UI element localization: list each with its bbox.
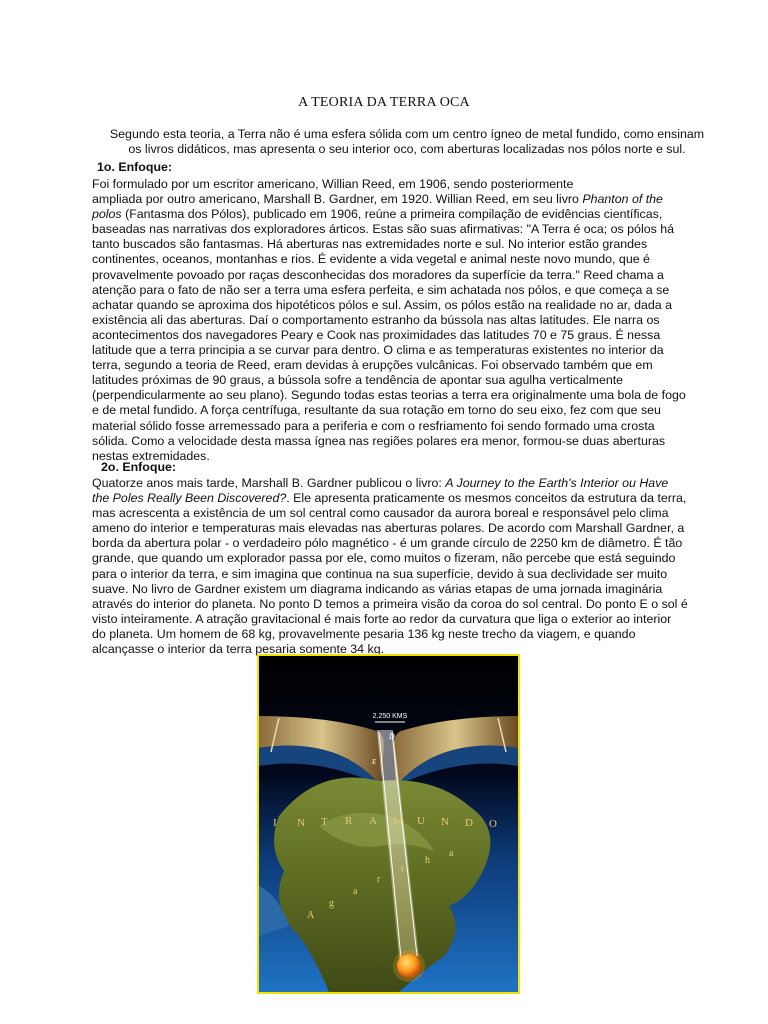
point-d-label: D — [389, 732, 395, 741]
section1-line: material sólido fosse arremessado para a periferia e com o resfriamento foi sendo formado uma crosta — [92, 418, 655, 433]
agartha-letter: a — [353, 886, 358, 897]
section1-line: baseadas nas narrativas dos exploradores árticos. Estas são suas afirmativas: "A Terra é oca; os pólos há — [92, 222, 675, 237]
section1-line: acontecimentos dos navegadores Peary e Cook nas proximidades das latitudes 70 e 75 graus. É nessa — [92, 327, 661, 342]
section2-line: visto inteiramente. A atração gravitacional é mais forte ao redor da curvatura que liga o exterior ao interior — [92, 611, 672, 626]
intramundo-letter: A — [369, 815, 377, 827]
intro-line: os livros didáticos, mas apresenta o seu interior oco, com aberturas localizadas nos pólos norte e sul. — [128, 142, 686, 156]
agartha-letter: A — [307, 910, 315, 921]
section1-line: latitudes próximas de 90 graus, a bússola sofre a tendência de apontar sua agulha verticalmente — [92, 373, 624, 388]
intramundo-letter: O — [489, 818, 497, 830]
section2-line: alcançasse o interior da terra pesaria somente 34 kg. — [92, 642, 385, 657]
section2-line: grande, que quando um explorador passa por ele, como muitos o fizeram, não percebe que está seguindo — [92, 551, 676, 566]
book-title-reed-cont: polos — [92, 207, 122, 222]
section2-text: . Ele apresenta praticamente os mesmos conceitos da estrutura da terra, — [286, 491, 687, 506]
section1-line: tanto buscados são fantasmas. Há aberturas nas extremidades norte e sul. No interior estão grandes — [92, 237, 648, 252]
section1-line: (perpendicularmente ao seu plano). Segundo todas estas teorias a terra era originalmente uma bola de fogo — [92, 388, 686, 403]
section1-line: continentes, oceanos, montanhas e rios. É evidente a vida vegetal e animal neste novo mundo, que é — [92, 252, 650, 267]
hollow-earth-illustration — [257, 654, 520, 994]
section1-line: atenção para o fato de não ser a terra uma esfera perfeita, e sim achatada nos pólos, e que começa a se — [92, 282, 670, 297]
agartha-letter: t — [401, 864, 404, 875]
section1-line: achatar quando se aproxima dos hipotéticos pólos e sul. Assim, os pólos estão na realidade no ar, dada a — [92, 297, 672, 312]
intro-paragraph — [92, 127, 722, 157]
point-e-label: E — [372, 758, 377, 766]
section1-text: (Fantasma dos Pólos), publicado em 1906, reúne a primeira compilação de evidências científicas, — [121, 207, 663, 222]
intramundo-letter: U — [417, 815, 425, 827]
section1-line — [92, 192, 722, 207]
agartha-letter: g — [329, 898, 334, 909]
section1-line: e de metal fundido. A força centrífuga, resultante da sua rotação em torno do seu eixo, fez com que seu — [92, 403, 661, 418]
section1-heading: 1o. Enfoque: — [97, 160, 173, 174]
intramundo-letter: N — [441, 816, 449, 828]
agartha-letter: h — [425, 855, 430, 866]
illustration-canvas — [259, 656, 518, 992]
intramundo-letter: R — [345, 815, 353, 827]
section2-line: do planeta. Um homem de 68 kg, provavelmente pesaria 136 kg neste trecho da viagem, e quando — [92, 626, 636, 641]
agartha-letter: a — [449, 848, 454, 859]
section1-paragraph — [92, 177, 722, 464]
book-title-gardner-cont: the Poles Really Been Discovered? — [92, 491, 287, 506]
section1-line — [92, 207, 722, 222]
intramundo-letter: M — [393, 815, 403, 827]
section1-line: Foi formulado por um escritor americano, Willian Reed, em 1906, sendo posteriormente — [92, 177, 574, 191]
central-sun — [397, 954, 421, 978]
section2-line — [92, 491, 722, 506]
section1-line: terra, segundo a teoria de Reed, eram devidas à erupções vulcânicas. Foi observado também que em — [92, 358, 653, 373]
section1-text: ampliada por outro americano, Marshall B. Gardner, em 1920. Willian Reed, em seu livro — [92, 192, 583, 207]
section2-paragraph — [92, 476, 722, 657]
section2-line: através do interior do planeta. No ponto D temos a primeira visão da coroa do sol central. Do ponto E o sol é — [92, 596, 688, 611]
book-title-reed: Phanton of the — [582, 192, 663, 207]
intramundo-letter: T — [321, 816, 328, 828]
book-title-gardner: A Journey to the Earth's Interior ou Have — [445, 476, 669, 490]
intramundo-letter: D — [465, 817, 473, 829]
document-title: A TEORIA DA TERRA OCA — [298, 95, 470, 110]
section1-line: nestas extremidades. — [92, 448, 210, 463]
section2-line: para o interior da terra, e sim imagina que continua na sua superfície, devido à sua declividade ser muito — [92, 566, 668, 581]
section2-line: ameno do interior e temperaturas mais elevadas nas aberturas polares. De acordo com Marshall Gardner, a — [92, 521, 685, 536]
section2-line — [92, 476, 722, 491]
section2-line: borda da abertura polar - o verdadeiro pólo magnético - é um grande círculo de 2250 km de diâmetro. É tão — [92, 536, 683, 551]
intramundo-letter: N — [297, 817, 305, 829]
section2-line: suave. No livro de Gardner existem um diagrama indicando as várias etapas de uma jornada imaginária — [92, 581, 663, 596]
section1-line: provavelmente povoado por raças desconhecidas dos moradores da superfície da terra." Reed chama a — [92, 267, 664, 282]
intro-line: Segundo esta teoria, a Terra não é uma esfera sólida com um centro ígneo de metal fundido, como ensinam — [109, 127, 705, 141]
section1-line: existência ali das aberturas. Daí o comportamento estranho da bússola nas altas latitudes. Ele narra os — [92, 312, 660, 327]
section2-heading: 2o. Enfoque: — [101, 460, 177, 474]
section1-line: latitude que a terra principia a se curvar para dentro. O clima e as temperaturas existentes no interior da — [92, 343, 664, 358]
intramundo-letter: I — [273, 817, 277, 829]
section2-text: Quatorze anos mais tarde, Marshall B. Gardner publicou o livro: — [92, 476, 446, 490]
section2-line: mas acrescenta a existência de um sol central como causador da aurora boreal e responsável pelo clima — [92, 506, 669, 521]
distance-label: 2.250 KMS — [372, 713, 408, 720]
agartha-letter: r — [377, 874, 381, 885]
section1-line: sólida. Como a velocidade desta massa ígnea nas regiões polares era menor, formou-se duas aberturas — [92, 433, 666, 448]
